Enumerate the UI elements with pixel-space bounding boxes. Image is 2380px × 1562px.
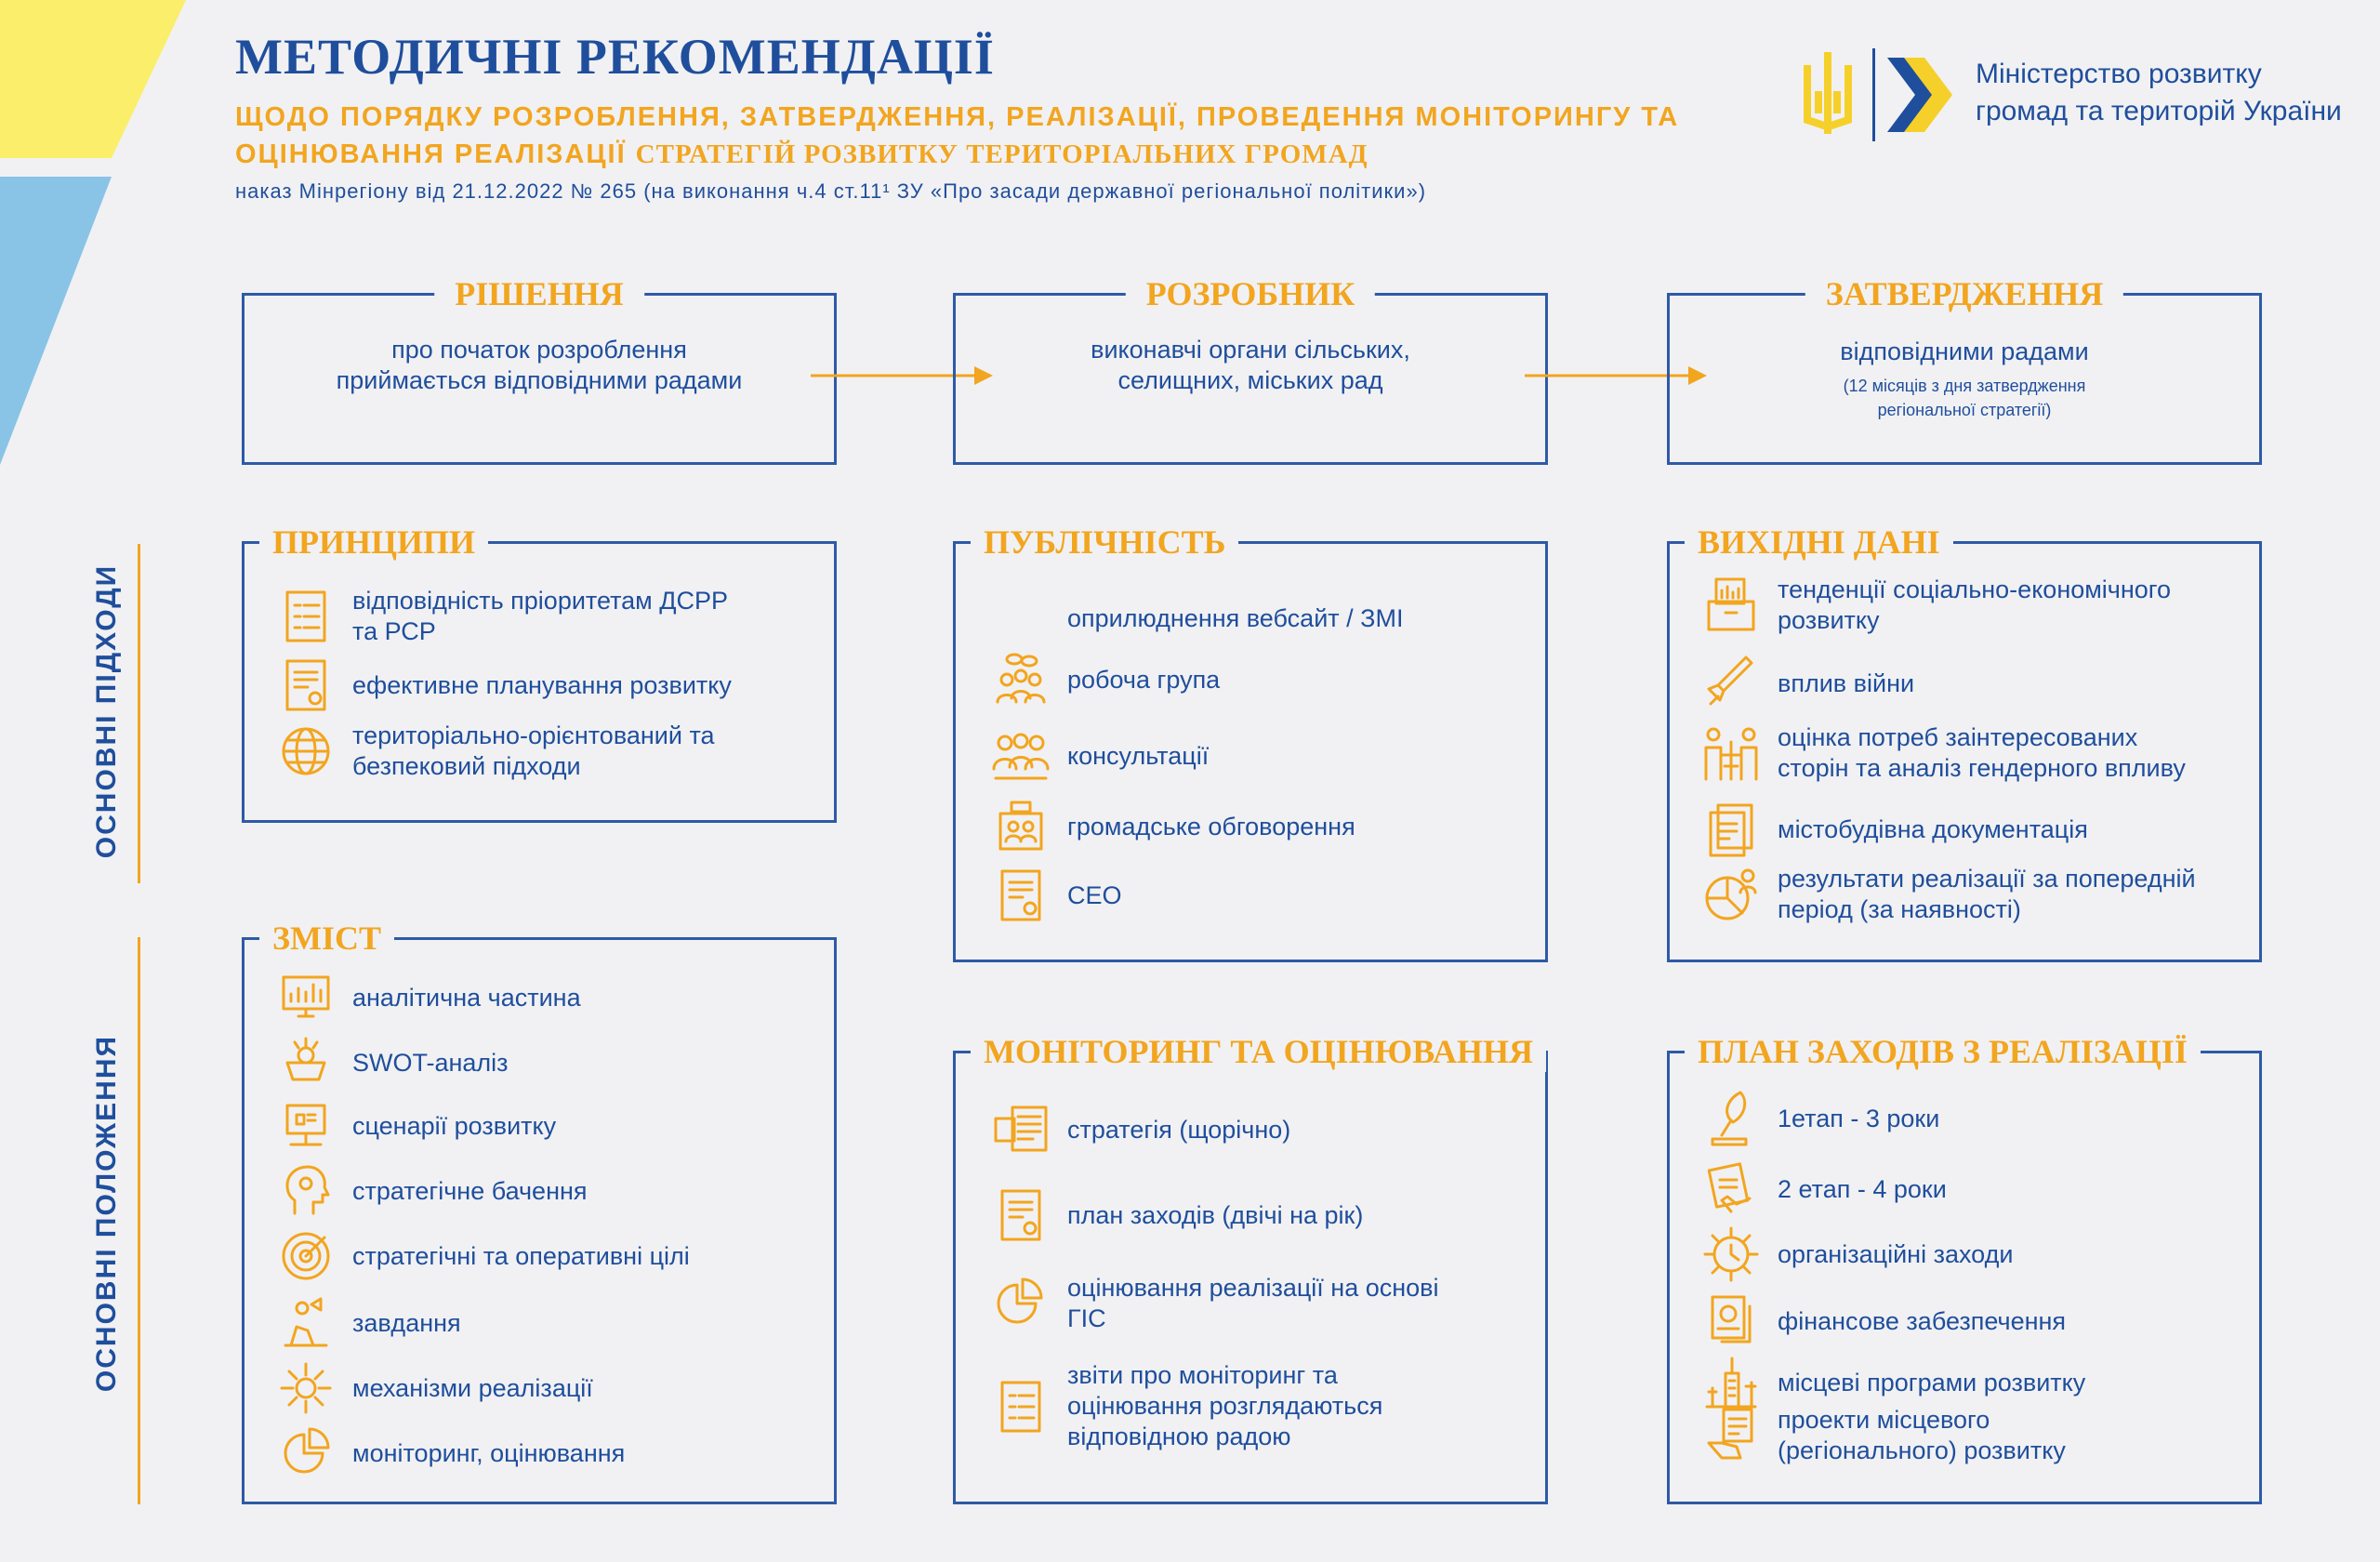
decision-line-2: приймається відповідними радами bbox=[336, 366, 743, 394]
side-label-approaches-text: ОСНОВНІ ПІДХОДИ bbox=[91, 563, 122, 859]
decision-box bbox=[242, 275, 837, 465]
urban-docs-icon bbox=[1698, 800, 1765, 859]
list-item bbox=[1698, 1089, 1939, 1148]
list-item-label bbox=[352, 721, 715, 782]
working-group-icon bbox=[987, 650, 1054, 709]
list-item-label bbox=[1778, 722, 2186, 784]
ministry-logo bbox=[1794, 45, 2380, 147]
line: період (за наявності) bbox=[1778, 895, 2021, 923]
subtitle-line-2 bbox=[235, 136, 1686, 173]
list-item-label bbox=[1778, 1405, 2066, 1466]
monitoring-pie-icon bbox=[272, 1423, 339, 1483]
list-item-label: стратегічні та оперативні цілі bbox=[352, 1241, 690, 1270]
list-item bbox=[272, 721, 715, 782]
gear-clock-icon bbox=[1698, 1224, 1765, 1284]
plan-title: ПЛАН ЗАХОДІВ З РЕАЛІЗАЦІЇ bbox=[1685, 1031, 2201, 1072]
finance-icon bbox=[1698, 1291, 1765, 1351]
decision-text bbox=[245, 335, 834, 396]
principles-title: ПРИНЦИПИ bbox=[259, 522, 488, 563]
local-program-icon bbox=[1698, 1353, 1765, 1412]
list-item bbox=[1698, 722, 2186, 784]
list-item bbox=[1698, 1291, 2066, 1351]
ministry-name-line-2: громад та територій України bbox=[1976, 96, 2342, 126]
list-item-label bbox=[1778, 864, 2196, 925]
monitoring-box bbox=[953, 1033, 1548, 1504]
content-title: ЗМІСТ bbox=[259, 918, 394, 959]
list-item bbox=[1698, 864, 2196, 925]
inputs-title: ВИХІДНІ ДАНІ bbox=[1685, 522, 1953, 563]
list-item-label: механізми реалізації bbox=[352, 1373, 593, 1402]
certificate-icon bbox=[272, 655, 339, 715]
line: відповідною радою bbox=[1067, 1423, 1291, 1450]
line: план заходів (двічі на рік) bbox=[1067, 1200, 1364, 1229]
line: безпековий підходи bbox=[352, 752, 581, 780]
list-item-label: робоча група bbox=[1067, 665, 1221, 694]
list-item bbox=[272, 655, 732, 715]
list-item bbox=[987, 1100, 1290, 1159]
line: ГІС bbox=[1067, 1304, 1106, 1332]
project-hand-icon bbox=[1698, 1406, 1765, 1465]
line: оцінювання реалізації на основі bbox=[1067, 1274, 1439, 1302]
decision-title: РІШЕННЯ bbox=[434, 273, 644, 314]
swot-icon bbox=[272, 1033, 339, 1092]
line: тенденції соціально-економічного bbox=[1778, 576, 2172, 603]
plan-doc-icon bbox=[987, 1185, 1054, 1245]
blue-corner-decoration bbox=[0, 177, 112, 465]
publicity-box bbox=[953, 523, 1548, 962]
list-item-label: 2 етап - 4 роки bbox=[1778, 1174, 1947, 1203]
principles-box bbox=[242, 523, 837, 823]
list-item bbox=[272, 1226, 690, 1286]
pie-results-icon bbox=[1698, 865, 1765, 924]
plan-box bbox=[1667, 1033, 2262, 1504]
list-item bbox=[272, 1096, 556, 1156]
gis-pie-icon bbox=[987, 1274, 1054, 1333]
developer-box bbox=[953, 275, 1548, 465]
line: (регіонального) розвитку bbox=[1778, 1436, 2066, 1464]
line: містобудівна документація bbox=[1778, 814, 2088, 843]
line: сторін та аналіз гендерного впливу bbox=[1778, 754, 2186, 782]
line: звіти про моніторинг та bbox=[1067, 1361, 1338, 1389]
approval-note-line-1: (12 місяців з дня затвердження bbox=[1843, 377, 2086, 395]
report-list-icon bbox=[987, 1377, 1054, 1436]
line: оцінювання розглядаються bbox=[1067, 1392, 1383, 1420]
list-item bbox=[272, 1293, 461, 1353]
list-item bbox=[987, 1273, 1439, 1334]
monitoring-title: МОНІТОРИНГ ТА ОЦІНЮВАННЯ bbox=[971, 1031, 1546, 1072]
task-person-icon bbox=[272, 1293, 339, 1353]
list-item-label: оприлюднення вебсайт / ЗМІ bbox=[1067, 603, 1404, 632]
list-item-label bbox=[1778, 668, 1914, 699]
developer-line-2: селищних, міських рад bbox=[1117, 366, 1383, 394]
list-item-label: завдання bbox=[352, 1308, 461, 1337]
list-item-label: СЕО bbox=[1067, 880, 1122, 909]
list-item bbox=[1698, 1353, 2085, 1412]
checklist-document-icon bbox=[272, 587, 339, 646]
list-item-label bbox=[352, 586, 728, 647]
globe-icon bbox=[272, 721, 339, 781]
content-box bbox=[242, 920, 837, 1504]
line: відповідність пріоритетам ДСРР bbox=[352, 587, 729, 615]
list-item-label: сценарії розвитку bbox=[352, 1111, 557, 1140]
list-item-label bbox=[1067, 1360, 1382, 1452]
subtitle-part-a: ОЦІНЮВАННЯ РЕАЛІЗАЦІЇ bbox=[235, 139, 636, 169]
list-item-label bbox=[1778, 575, 2171, 636]
line: та РСР bbox=[352, 617, 436, 645]
publicity-title: ПУБЛІЧНІСТЬ bbox=[971, 522, 1238, 563]
list-item bbox=[272, 1033, 509, 1092]
list-item-label: аналітична частина bbox=[352, 983, 581, 1012]
list-item bbox=[987, 1360, 1382, 1452]
page-subtitle bbox=[235, 99, 1686, 173]
decision-line-1: про початок розроблення bbox=[391, 336, 687, 364]
list-item bbox=[1698, 1405, 2066, 1466]
list-item-label: 1етап - 3 роки bbox=[1778, 1104, 1940, 1132]
list-item-label bbox=[1067, 1273, 1439, 1334]
line: оцінка потреб заінтересованих bbox=[1778, 723, 2138, 751]
ministry-name bbox=[1976, 56, 2342, 130]
list-item bbox=[272, 968, 581, 1027]
strategy-doc-icon bbox=[987, 1100, 1054, 1159]
line: проекти місцевого bbox=[1778, 1406, 1990, 1434]
line: стратегія (щорічно) bbox=[1067, 1115, 1291, 1144]
ministry-name-line-1: Міністерство розвитку bbox=[1976, 59, 2262, 89]
list-item bbox=[1698, 800, 2088, 859]
analytics-monitor-icon bbox=[272, 968, 339, 1027]
missile-icon bbox=[1698, 654, 1765, 713]
list-item-label: фінансове забезпечення bbox=[1778, 1306, 2067, 1335]
list-item bbox=[272, 586, 728, 647]
list-item bbox=[987, 866, 1122, 925]
list-item-label: місцеві програми розвитку bbox=[1778, 1368, 2086, 1397]
list-item-label bbox=[1067, 1200, 1363, 1231]
list-item bbox=[987, 797, 1355, 856]
target-icon bbox=[272, 1226, 339, 1286]
approval-note-line-2: регіональної стратегії) bbox=[1877, 401, 2052, 419]
list-item bbox=[272, 1161, 588, 1221]
yellow-corner-decoration bbox=[0, 0, 186, 158]
subtitle-part-b: СТРАТЕГІЙ РОЗВИТКУ ТЕРИТОРІАЛЬНИХ ГРОМАД bbox=[635, 139, 1368, 169]
line: результати реалізації за попередній bbox=[1778, 865, 2196, 893]
list-item bbox=[272, 1358, 593, 1418]
order-reference: наказ Мінрегіону від 21.12.2022 № 265 (на виконання ч.4 ст.11¹ ЗУ «Про засади державної регіональної політики») bbox=[235, 179, 1427, 203]
mechanism-network-icon bbox=[272, 1358, 339, 1418]
list-item bbox=[1698, 1159, 1947, 1219]
list-item bbox=[987, 589, 1403, 648]
list-item bbox=[987, 650, 1220, 709]
developer-title: РОЗРОБНИК bbox=[1126, 273, 1375, 314]
approval-box bbox=[1667, 275, 2262, 465]
public-discussion-icon bbox=[987, 797, 1054, 856]
approaches-divider bbox=[138, 544, 140, 883]
consultation-icon bbox=[987, 726, 1054, 786]
list-item-label: стратегічне бачення bbox=[352, 1176, 588, 1205]
scenario-icon bbox=[272, 1096, 339, 1156]
stakeholders-icon bbox=[1698, 723, 1765, 783]
vision-head-icon bbox=[272, 1161, 339, 1221]
page-title: МЕТОДИЧНІ РЕКОМЕНДАЦІЇ bbox=[235, 29, 995, 85]
side-label-provisions-text: ОСНОВНІ ПОЛОЖЕННЯ bbox=[91, 1034, 122, 1393]
document-seal-icon bbox=[987, 866, 1054, 925]
list-item bbox=[272, 1423, 625, 1483]
list-item-label: громадське обговорення bbox=[1067, 812, 1355, 841]
subtitle-line-1: ЩОДО ПОРЯДКУ РОЗРОБЛЕННЯ, ЗАТВЕРДЖЕННЯ, РЕАЛІЗАЦІЇ, ПРОВЕДЕННЯ МОНІТОРИНГУ ТА bbox=[235, 102, 1680, 132]
report-folder-icon bbox=[1698, 576, 1765, 635]
list-item-label bbox=[1067, 1115, 1290, 1145]
line: вплив війни bbox=[1778, 668, 1915, 697]
list-item-label: моніторинг, оцінювання bbox=[352, 1438, 626, 1467]
quill-icon bbox=[1698, 1089, 1765, 1148]
list-item bbox=[1698, 654, 1914, 713]
approval-text: відповідними радами bbox=[1840, 338, 2089, 365]
list-item-label: організаційні заходи bbox=[1778, 1239, 2014, 1268]
approval-note bbox=[1670, 374, 2259, 422]
list-item bbox=[987, 726, 1209, 786]
provisions-divider bbox=[138, 937, 140, 1504]
developer-text bbox=[956, 335, 1545, 396]
line: розвитку bbox=[1778, 606, 1880, 634]
list-item bbox=[1698, 1224, 2013, 1284]
line: територіально-орієнтований та bbox=[352, 721, 715, 749]
line: ефективне планування розвитку bbox=[352, 670, 732, 699]
list-item-label: SWOT-аналіз bbox=[352, 1048, 509, 1077]
list-item-label bbox=[1778, 814, 2088, 845]
empty-icon-slot bbox=[987, 589, 1054, 648]
list-item-label: консультації bbox=[1067, 741, 1210, 770]
developer-line-1: виконавчі органи сільських, bbox=[1091, 336, 1410, 364]
trident-chevron-logo-icon bbox=[1794, 45, 1971, 147]
list-item bbox=[1698, 575, 2171, 636]
approval-title: ЗАТВЕРДЖЕННЯ bbox=[1805, 273, 2123, 314]
list-item-label bbox=[352, 670, 732, 701]
inputs-box bbox=[1667, 523, 2262, 962]
hand-document-icon bbox=[1698, 1159, 1765, 1219]
list-item bbox=[987, 1185, 1363, 1245]
